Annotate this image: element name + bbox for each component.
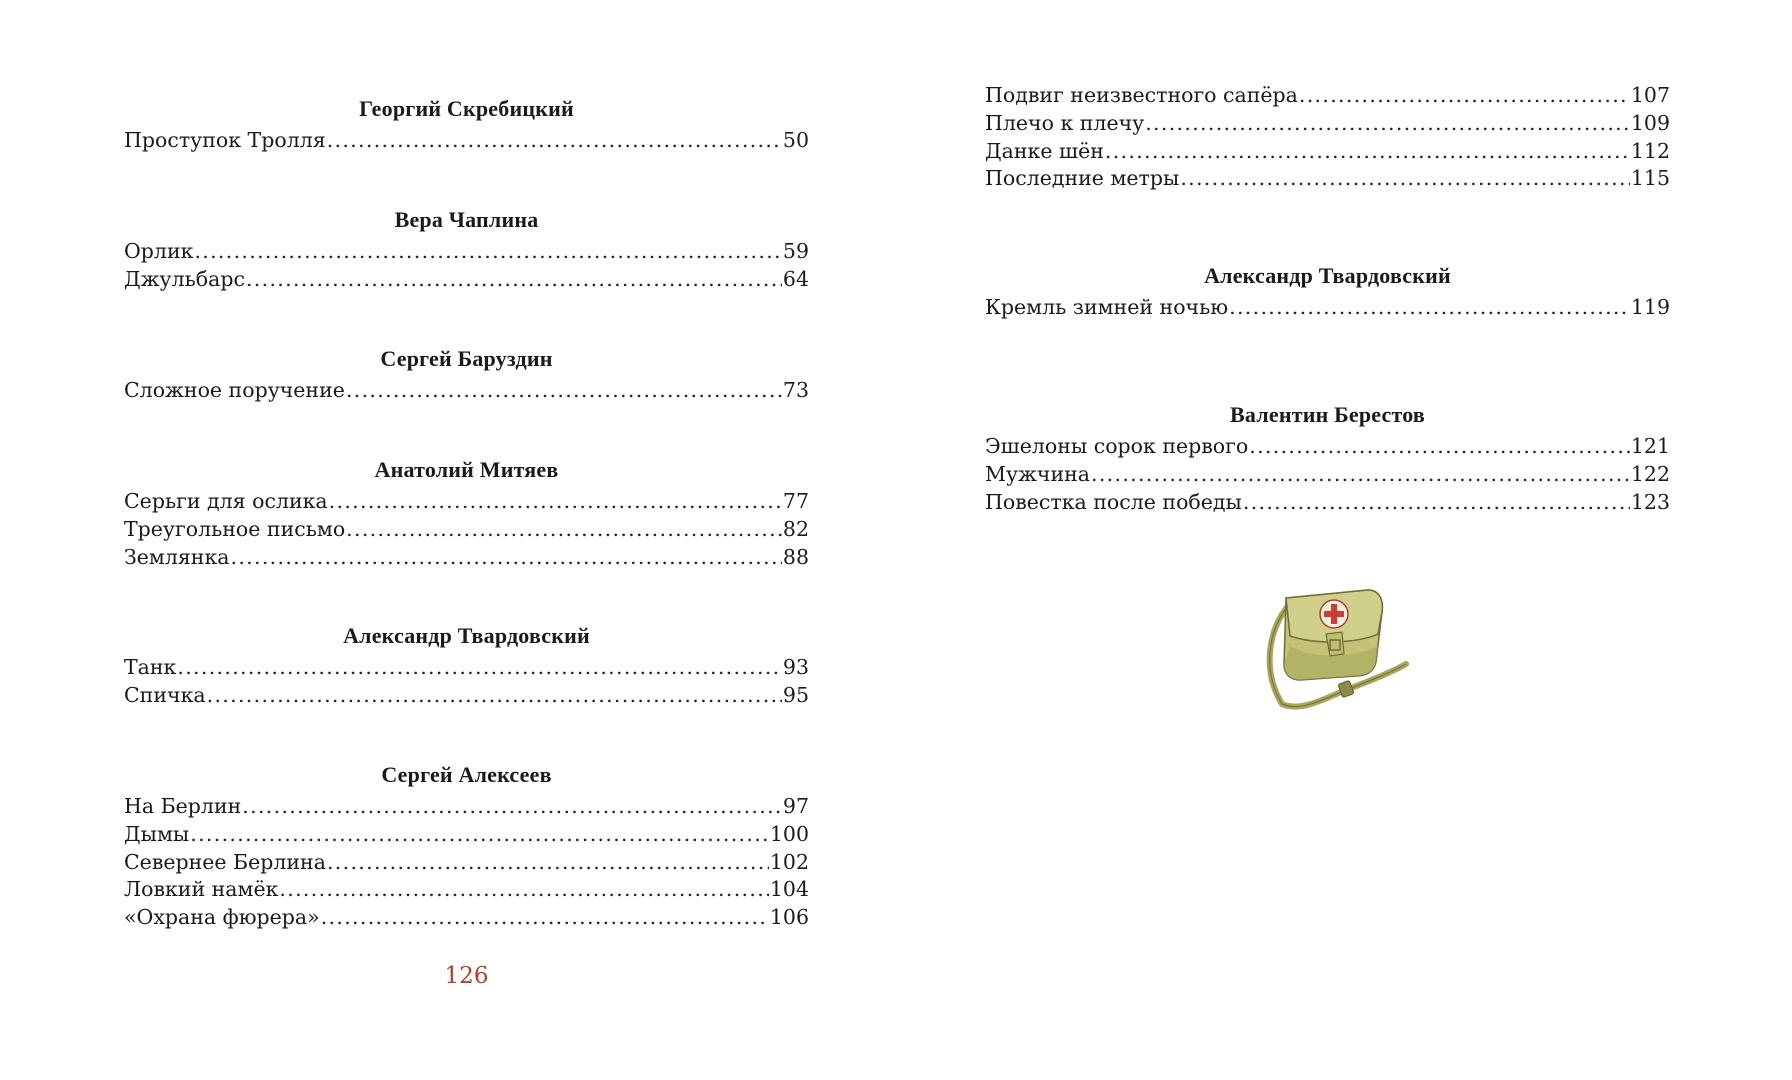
entry-page: 77 bbox=[782, 489, 809, 513]
dot-leader bbox=[1249, 433, 1630, 461]
entry-page: 115 bbox=[1630, 166, 1670, 191]
toc-entry[interactable] bbox=[985, 433, 1670, 461]
entry-title: Серьги для ослика bbox=[124, 489, 328, 513]
toc-entry[interactable] bbox=[124, 266, 809, 294]
entry-page: 119 bbox=[1630, 295, 1670, 319]
entry-title: Плечо к плечу bbox=[985, 110, 1145, 135]
entry-page: 93 bbox=[782, 655, 809, 679]
author-heading: Валентин Берестов bbox=[1230, 402, 1425, 427]
entry-title: Последние метры bbox=[985, 166, 1180, 191]
dot-leader bbox=[1243, 489, 1630, 517]
toc-entry[interactable] bbox=[124, 793, 809, 821]
entry-page: 88 bbox=[782, 544, 809, 569]
author-heading: Александр Твардовский bbox=[1204, 263, 1451, 288]
dot-leader bbox=[329, 488, 782, 516]
toc-section bbox=[124, 618, 809, 710]
author-heading: Георгий Скребицкий bbox=[359, 96, 574, 121]
entry-title: Проступок Тролля bbox=[124, 128, 326, 152]
entry-title: Эшелоны сорок первого bbox=[985, 434, 1249, 458]
entry-title: Мужчина bbox=[985, 461, 1091, 486]
toc-entry[interactable] bbox=[124, 127, 809, 155]
page-number-folio: 126 bbox=[444, 963, 489, 989]
entry-title: «Охрана фюрера» bbox=[124, 905, 320, 930]
entry-page: 122 bbox=[1630, 461, 1670, 486]
toc-entry[interactable] bbox=[124, 876, 809, 904]
dot-leader bbox=[279, 876, 768, 904]
dot-leader bbox=[327, 849, 769, 877]
entry-page: 59 bbox=[782, 239, 809, 263]
entry-title: Сложное поручение bbox=[124, 378, 345, 402]
author-heading: Вера Чаплина bbox=[394, 207, 539, 232]
entry-title: Треугольное письмо bbox=[124, 516, 346, 541]
dot-leader bbox=[1299, 82, 1630, 110]
dot-leader bbox=[321, 904, 769, 932]
entry-page: 104 bbox=[769, 877, 809, 902]
entry-page: 100 bbox=[769, 821, 809, 846]
toc-section bbox=[124, 202, 809, 294]
entry-title: Джульбарс bbox=[124, 266, 245, 291]
entry-title: Севернее Берлина bbox=[124, 849, 326, 874]
entry-title: Кремль зимней ночью bbox=[985, 295, 1229, 319]
entry-title: На Берлин bbox=[124, 794, 242, 818]
author-heading: Александр Твардовский bbox=[343, 623, 590, 648]
toc-entry[interactable] bbox=[124, 516, 809, 544]
toc-entry[interactable] bbox=[124, 544, 809, 572]
dot-leader bbox=[346, 516, 782, 544]
toc-section bbox=[124, 757, 809, 932]
author-heading: Сергей Баруздин bbox=[380, 346, 553, 371]
red-cross-horizontal bbox=[1324, 611, 1344, 617]
toc-entry[interactable] bbox=[985, 82, 1670, 110]
entry-page: 64 bbox=[782, 266, 809, 291]
entry-title: Орлик bbox=[124, 239, 194, 263]
toc-entry[interactable] bbox=[124, 377, 809, 405]
dot-leader bbox=[231, 544, 782, 572]
entry-page: 73 bbox=[782, 378, 809, 402]
entry-page: 97 bbox=[782, 794, 809, 818]
toc-section bbox=[985, 397, 1670, 516]
entry-page: 123 bbox=[1630, 489, 1670, 514]
entry-title: Танк bbox=[124, 655, 177, 679]
dot-leader bbox=[207, 682, 782, 710]
toc-entry[interactable] bbox=[124, 849, 809, 877]
toc-section-continued bbox=[985, 82, 1670, 193]
dot-leader bbox=[1105, 138, 1630, 166]
toc-entry[interactable] bbox=[985, 165, 1670, 193]
medical-bag-icon bbox=[1260, 576, 1410, 716]
entry-page: 102 bbox=[769, 849, 809, 874]
entry-page: 109 bbox=[1630, 110, 1670, 135]
toc-entry[interactable] bbox=[985, 489, 1670, 517]
dot-leader bbox=[1091, 461, 1630, 489]
entry-page: 95 bbox=[782, 682, 809, 707]
toc-section bbox=[124, 452, 809, 571]
dot-leader bbox=[194, 238, 781, 266]
entry-page: 82 bbox=[782, 516, 809, 541]
toc-entry[interactable] bbox=[124, 682, 809, 710]
toc-entry[interactable] bbox=[985, 461, 1670, 489]
dot-leader bbox=[1180, 165, 1630, 193]
toc-entry[interactable] bbox=[985, 294, 1670, 322]
entry-title: Землянка bbox=[124, 544, 230, 569]
toc-section bbox=[985, 258, 1670, 322]
dot-leader bbox=[246, 266, 782, 294]
dot-leader bbox=[190, 821, 769, 849]
entry-title: Ловкий намёк bbox=[124, 877, 279, 902]
toc-entry[interactable] bbox=[124, 654, 809, 682]
toc-section bbox=[124, 341, 809, 405]
entry-page: 106 bbox=[769, 905, 809, 930]
author-heading: Сергей Алексеев bbox=[381, 762, 552, 787]
entry-page: 107 bbox=[1630, 83, 1670, 107]
entry-title: Спичка bbox=[124, 682, 206, 707]
entry-page: 50 bbox=[782, 128, 809, 152]
entry-title: Подвиг неизвестного сапёра bbox=[985, 83, 1298, 107]
toc-entry[interactable] bbox=[985, 110, 1670, 138]
author-heading: Анатолий Митяев bbox=[374, 457, 559, 482]
dot-leader bbox=[242, 793, 782, 821]
toc-entry[interactable] bbox=[124, 238, 809, 266]
toc-entry[interactable] bbox=[124, 904, 809, 932]
entry-page: 121 bbox=[1630, 434, 1670, 458]
entry-title: Дымы bbox=[124, 821, 190, 846]
toc-entry[interactable] bbox=[124, 821, 809, 849]
dot-leader bbox=[327, 127, 782, 155]
entry-title: Данке шён bbox=[985, 138, 1104, 163]
dot-leader bbox=[1229, 294, 1630, 322]
dot-leader bbox=[346, 377, 782, 405]
toc-entry[interactable] bbox=[985, 138, 1670, 166]
dot-leader bbox=[1145, 110, 1630, 138]
dot-leader bbox=[177, 654, 782, 682]
toc-section bbox=[124, 91, 809, 155]
entry-title: Повестка после победы bbox=[985, 489, 1242, 514]
entry-page: 112 bbox=[1630, 138, 1670, 163]
toc-entry[interactable] bbox=[124, 488, 809, 516]
